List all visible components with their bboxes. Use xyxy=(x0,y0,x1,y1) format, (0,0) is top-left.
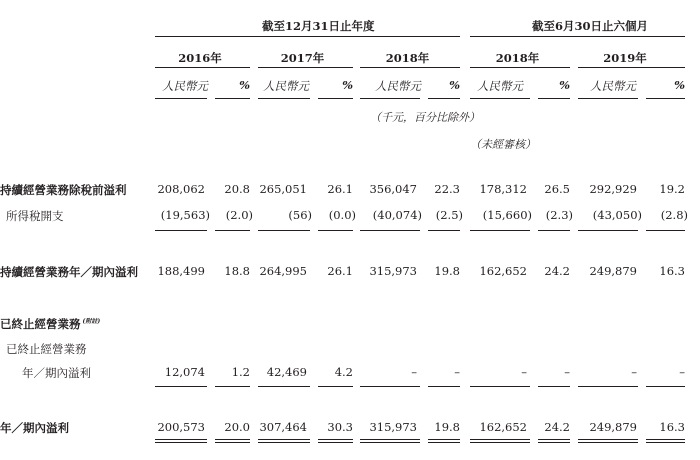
year-2019-six-months: 2019年 xyxy=(603,51,647,65)
row-label-discontinued xyxy=(0,316,100,332)
cell: 1.2 xyxy=(231,365,250,379)
header-group-six-months: 截至6月30日止六個月 xyxy=(532,19,649,33)
cell: 26.1 xyxy=(327,264,353,278)
percent-label: % xyxy=(449,78,460,92)
row-label-continuing-profit: 持續經營業務年／期內溢利 xyxy=(0,265,138,279)
total-double-rule xyxy=(470,439,530,443)
cell: (19,563) xyxy=(160,208,210,222)
cell: – xyxy=(454,365,460,379)
subtotal-rule xyxy=(578,386,638,387)
group2-rule xyxy=(470,36,685,37)
subtotal-rule xyxy=(215,230,250,231)
row-label-discontinued-profit: 年／期內溢利 xyxy=(22,366,91,380)
subtotal-rule xyxy=(258,386,310,387)
rule-2019-h1 xyxy=(578,67,685,68)
cell: 249,879 xyxy=(589,420,637,434)
cell: 20.0 xyxy=(224,420,250,434)
cell: 18.8 xyxy=(224,264,250,278)
cell: 188,499 xyxy=(157,264,205,278)
subrule xyxy=(646,98,685,99)
cell: 16.3 xyxy=(659,420,685,434)
cell: (0.0) xyxy=(328,208,356,222)
cell: 208,062 xyxy=(157,182,205,196)
subtotal-rule xyxy=(538,386,570,387)
cell: 20.8 xyxy=(224,182,250,196)
percent-label: % xyxy=(239,78,250,92)
subtotal-rule xyxy=(470,230,530,231)
total-double-rule xyxy=(318,439,353,443)
subtotal-rule xyxy=(428,230,460,231)
cell: 356,047 xyxy=(369,182,417,196)
subtotal-rule xyxy=(318,386,353,387)
row-label-income-tax: 所得稅開支 xyxy=(6,209,64,223)
cell: 4.2 xyxy=(334,365,353,379)
total-double-rule xyxy=(578,439,638,443)
cell: (2.5) xyxy=(435,208,463,222)
year-2018-six-months: 2018年 xyxy=(495,51,540,65)
cell: 19.8 xyxy=(434,420,460,434)
subrule xyxy=(215,98,250,99)
cell: 26.1 xyxy=(327,182,353,196)
percent-label: % xyxy=(674,78,685,92)
group1-rule xyxy=(155,36,460,37)
subrule xyxy=(258,98,310,99)
cell: 265,051 xyxy=(259,182,307,196)
cell: 19.8 xyxy=(434,264,460,278)
year-2016: 2016年 xyxy=(178,51,222,65)
subtotal-rule xyxy=(318,230,353,231)
cell: 200,573 xyxy=(157,420,205,434)
rule-2016 xyxy=(155,67,250,68)
currency-label: 人民幣元 xyxy=(375,79,421,93)
subrule xyxy=(155,98,207,99)
subrule xyxy=(360,98,420,99)
subtotal-rule xyxy=(428,386,460,387)
subrule xyxy=(318,98,353,99)
note-ref: (附註) xyxy=(82,318,101,326)
subrule xyxy=(428,98,460,99)
cell: 19.2 xyxy=(659,182,685,196)
percent-label: % xyxy=(342,78,353,92)
cell: 292,929 xyxy=(589,182,637,196)
note-thousands: （千元，百分比除外） xyxy=(370,111,480,124)
year-2017: 2017年 xyxy=(280,51,325,65)
cell: 26.5 xyxy=(544,182,570,196)
subtotal-rule xyxy=(360,386,420,387)
total-double-rule xyxy=(646,439,685,443)
cell: (15,660) xyxy=(482,208,532,222)
cell: 307,464 xyxy=(259,420,307,434)
cell: 22.3 xyxy=(434,182,460,196)
cell: – xyxy=(521,365,527,379)
cell: 42,469 xyxy=(266,365,307,379)
cell: 162,652 xyxy=(479,264,527,278)
cell: – xyxy=(564,365,570,379)
total-double-rule xyxy=(360,439,420,443)
header-group-year-ended: 截至12月31日止年度 xyxy=(262,19,375,33)
rule-2018 xyxy=(360,67,460,68)
cell: 315,973 xyxy=(369,264,417,278)
subtotal-rule xyxy=(155,230,207,231)
percent-label: % xyxy=(559,78,570,92)
cell: (56) xyxy=(288,208,312,222)
total-double-rule xyxy=(538,439,570,443)
subtotal-rule xyxy=(470,386,530,387)
rule-2017 xyxy=(258,67,353,68)
currency-label: 人民幣元 xyxy=(590,79,636,93)
cell: – xyxy=(679,365,685,379)
currency-label: 人民幣元 xyxy=(477,79,523,93)
cell: 162,652 xyxy=(479,420,527,434)
subtotal-rule xyxy=(538,230,570,231)
cell: 264,995 xyxy=(259,264,307,278)
subtotal-rule xyxy=(155,386,207,387)
cell: 16.3 xyxy=(659,264,685,278)
subrule xyxy=(538,98,570,99)
cell: – xyxy=(631,365,637,379)
subtotal-rule xyxy=(578,230,638,231)
subtotal-rule xyxy=(360,230,420,231)
row-label-discontinued-text: 已終止經營業務 xyxy=(0,317,81,331)
currency-label: 人民幣元 xyxy=(162,79,208,93)
subtotal-rule xyxy=(646,230,685,231)
year-2018: 2018年 xyxy=(385,51,430,65)
total-double-rule xyxy=(428,439,460,443)
subtotal-rule xyxy=(646,386,685,387)
cell: (40,074) xyxy=(372,208,422,222)
cell: (43,050) xyxy=(592,208,642,222)
subtotal-rule xyxy=(258,230,310,231)
rule-2018-h1 xyxy=(470,67,570,68)
cell: (2.8) xyxy=(660,208,688,222)
subrule xyxy=(578,98,638,99)
cell: 30.3 xyxy=(327,420,353,434)
currency-label: 人民幣元 xyxy=(263,79,309,93)
subrule xyxy=(470,98,530,99)
cell: 315,973 xyxy=(369,420,417,434)
total-double-rule xyxy=(155,439,207,443)
row-label-discontinued-sub: 已終止經營業務 xyxy=(6,342,87,356)
subtotal-rule xyxy=(215,386,250,387)
row-label-total-profit: 年／期內溢利 xyxy=(0,421,69,435)
cell: 178,312 xyxy=(479,182,527,196)
cell: 24.2 xyxy=(544,264,570,278)
total-double-rule xyxy=(258,439,310,443)
total-double-rule xyxy=(215,439,250,443)
cell: (2.0) xyxy=(225,208,253,222)
cell: – xyxy=(411,365,417,379)
cell: 12,074 xyxy=(164,365,205,379)
note-unaudited: （未經審核） xyxy=(470,138,536,151)
cell: 24.2 xyxy=(544,420,570,434)
row-label-pretax-profit: 持續經營業務除稅前溢利 xyxy=(0,183,127,197)
cell: 249,879 xyxy=(589,264,637,278)
cell: (2.3) xyxy=(545,208,573,222)
